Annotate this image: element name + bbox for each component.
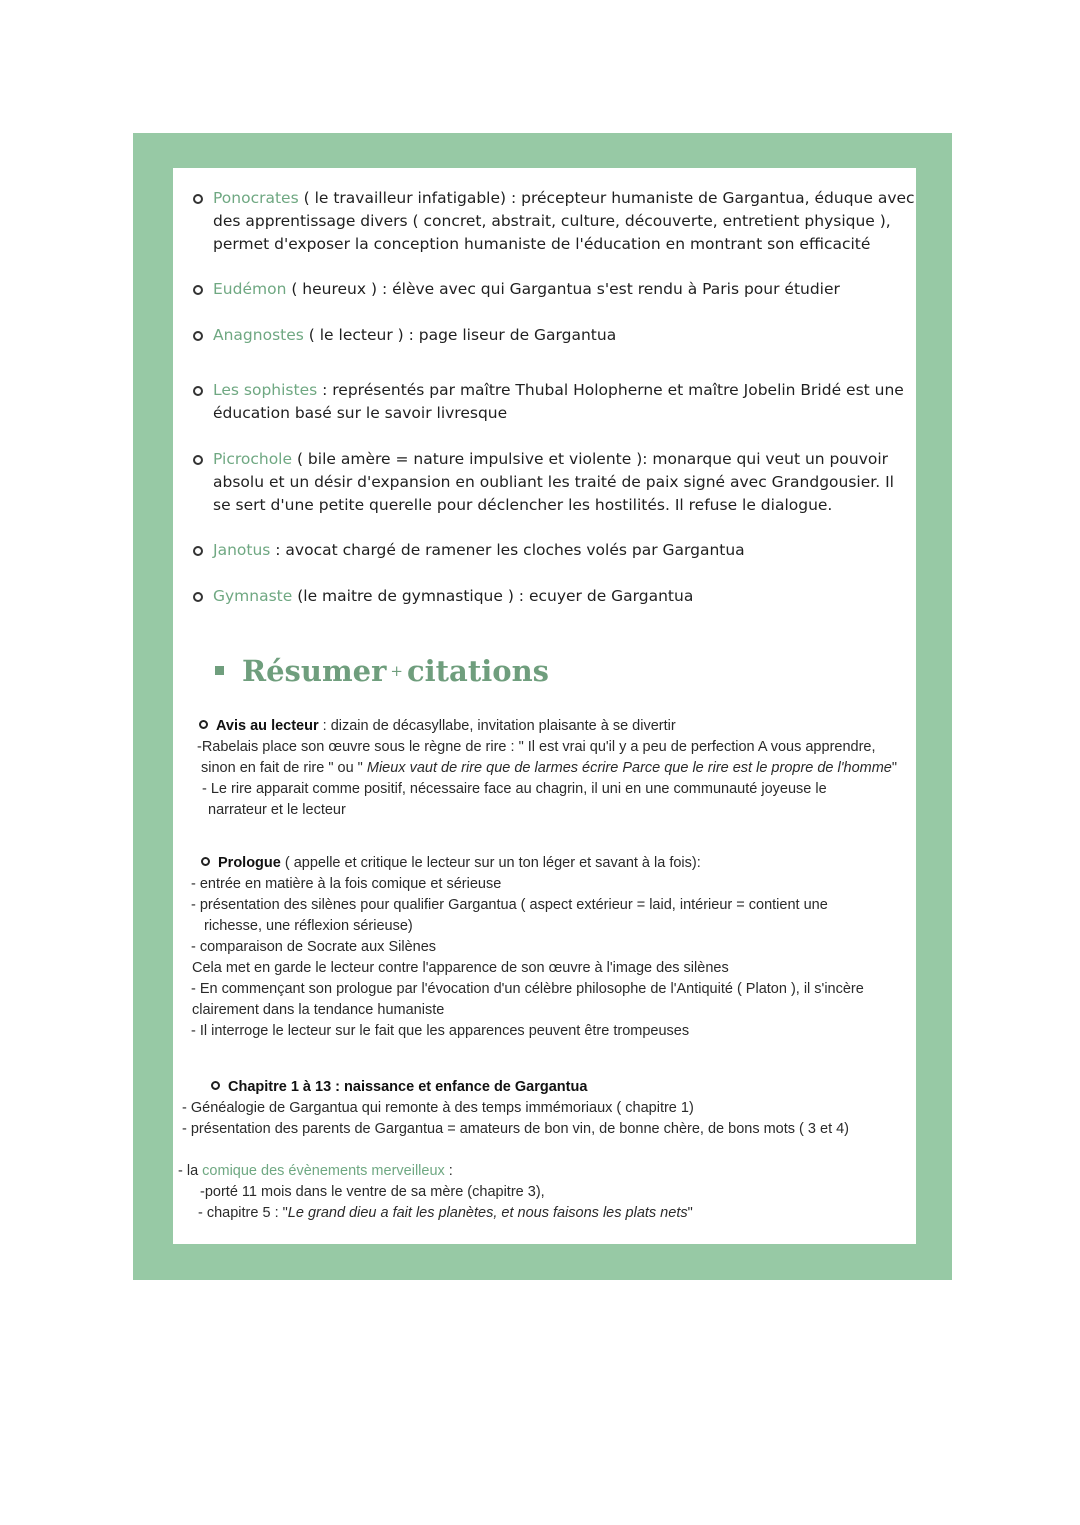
- character-item-eudemon: [193, 278, 915, 301]
- circle-bullet-icon: [199, 720, 208, 729]
- character-name: Anagnostes: [213, 326, 304, 344]
- prologue-line: Cela met en garde le lecteur contre l'apparence de son œuvre à l'image des silènes: [192, 960, 729, 976]
- character-item-sophistes: [193, 379, 915, 425]
- character-desc: (le maitre de gymnastique ) : ecuyer de Gargantua: [292, 587, 694, 605]
- avis-title-line: Avis au lecteur : dizain de décasyllabe, invitation plaisante à se divertir: [199, 716, 676, 737]
- chapitre-title-line: Chapitre 1 à 13 : naissance et enfance de Gargantua: [211, 1077, 587, 1098]
- circle-bullet-icon: [193, 592, 203, 602]
- square-bullet-icon: [215, 666, 224, 675]
- avis-line: - Le rire apparait comme positif, nécessaire face au chagrin, il uni en une communauté joyeuse le: [202, 781, 827, 797]
- circle-bullet-icon: [193, 455, 203, 465]
- circle-bullet-icon: [193, 331, 203, 341]
- chapitre-line: - Généalogie de Gargantua qui remonte à des temps immémoriaux ( chapitre 1): [182, 1100, 694, 1116]
- character-name: Eudémon: [213, 280, 287, 298]
- avis-line: narrateur et le lecteur: [208, 802, 346, 818]
- chapitre-line: -porté 11 mois dans le ventre de sa mère (chapitre 3),: [200, 1184, 545, 1200]
- circle-bullet-icon: [193, 285, 203, 295]
- prologue-title-line: Prologue ( appelle et critique le lecteur sur un ton léger et savant à la fois):: [201, 853, 701, 874]
- character-item-janotus: [193, 539, 915, 562]
- prologue-line: clairement dans la tendance humaniste: [192, 1002, 445, 1018]
- chapitre-line: - la comique des évènements merveilleux :: [178, 1163, 453, 1179]
- prologue-line: - comparaison de Socrate aux Silènes: [191, 939, 437, 955]
- avis-line: -Rabelais place son œuvre sous le règne de rire : " Il est vrai qu'il y a peu de perfection A vous apprendre,: [197, 739, 876, 755]
- paper-sheet: [173, 168, 916, 1244]
- circle-bullet-icon: [193, 546, 203, 556]
- character-item-picrochole: [193, 448, 915, 517]
- avis-line: sinon en fait de rire " ou " Mieux vaut de rire que de larmes écrire Parce que le rire est le propre de l'homme": [201, 760, 898, 776]
- prologue-line: - entrée en matière à la fois comique et sérieuse: [191, 876, 502, 892]
- character-desc: : avocat chargé de ramener les cloches volés par Gargantua: [270, 541, 745, 559]
- chapitre-line: - chapitre 5 : "Le grand dieu a fait les planètes, et nous faisons les plats nets": [198, 1205, 693, 1221]
- character-name: Ponocrates: [213, 189, 299, 207]
- prologue-line: - présentation des silènes pour qualifier Gargantua ( aspect extérieur = laid, intérieur = contient une: [191, 897, 828, 913]
- character-desc: ( bile amère = nature impulsive et violente ): monarque qui veut un pouvoir absolu et un désir d'expansion en oubliant les traité de paix signé avec Grandgousier. Il se sert d'une petite querelle pour déclencher les hostilités. Il refuse le dialogue.: [213, 450, 894, 514]
- circle-bullet-icon: [211, 1081, 220, 1090]
- chapitre-line: - présentation des parents de Gargantua = amateurs de bon vin, de bonne chère, de bons mots ( 3 et 4): [182, 1121, 850, 1137]
- circle-bullet-icon: [201, 857, 210, 866]
- character-desc: ( le lecteur ) : page liseur de Gargantua: [303, 326, 617, 344]
- character-name: Les sophistes: [213, 381, 318, 399]
- section-heading: Résumer + citations: [215, 654, 549, 688]
- character-name: Janotus: [213, 541, 271, 559]
- circle-bullet-icon: [193, 194, 203, 204]
- character-name: Gymnaste: [213, 587, 293, 605]
- character-item-ponocrates: [193, 187, 915, 256]
- prologue-line: - En commençant son prologue par l'évocation d'un célèbre philosophe de l'Antiquité ( Platon ), il s'incère: [191, 981, 864, 997]
- circle-bullet-icon: [193, 386, 203, 396]
- character-item-anagnostes: [193, 324, 915, 347]
- character-desc: ( heureux ) : élève avec qui Gargantua s'est rendu à Paris pour étudier: [286, 280, 840, 298]
- character-item-gymnaste: [193, 585, 915, 608]
- character-name: Picrochole: [213, 450, 293, 468]
- prologue-line: - Il interroge le lecteur sur le fait que les apparences peuvent être trompeuses: [191, 1023, 690, 1039]
- character-desc: : représentés par maître Thubal Holopherne et maître Jobelin Bridé est une éducation basé sur le savoir livresque: [213, 381, 904, 422]
- prologue-line: richesse, une réflexion sérieuse): [204, 918, 413, 934]
- character-desc: ( le travailleur infatigable) : précepteur humaniste de Gargantua, éduque avec des apprentissage divers ( concret, abstrait, culture, découverte, entretient physique ), permet d'exposer la conception humaniste de l'éducation en montrant son efficacité: [213, 189, 915, 253]
